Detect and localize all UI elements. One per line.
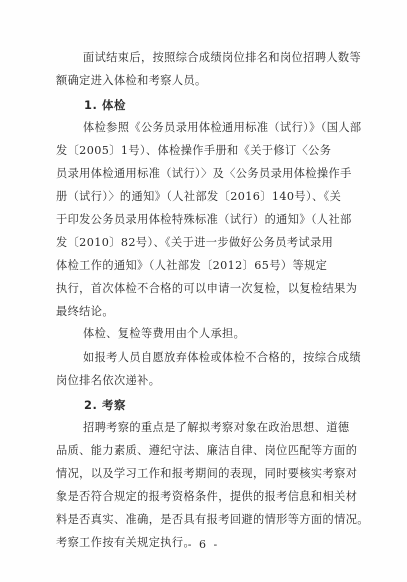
paragraph-inspection <box>56 416 376 554</box>
text-line: 品质、能力素质、遵纪守法、廉洁自律、岗位匹配等方面的 <box>56 444 358 457</box>
text-line: 执行，首次体检不合格的可以申请一次复检，以复检结果为 <box>56 282 358 295</box>
text-line: 如报考人员自愿放弃体检或体检不合格的，按综合成绩 <box>83 351 362 364</box>
text-line: 员录用体检通用标准（试行）〉及〈公务员录用体检操作手 <box>56 167 352 180</box>
paragraph-exam-fees <box>56 322 376 345</box>
text-line: 岗位排名依次递补。 <box>56 374 161 387</box>
paragraph-interview-result <box>56 46 376 92</box>
text-line: 体检参照《公务员录用体检通用标准（试行）》（国人部 <box>83 121 362 134</box>
text-line: 料是否真实、准确，是否具有报考回避的情形等方面的情况。 <box>56 513 369 526</box>
text-line: 发〔2010〕82号）、《关于进一步做好公务员考试录用 <box>56 236 334 249</box>
text-line: 象是否符合规定的报考资格条件，提供的报考信息和相关材 <box>56 490 358 503</box>
page-number: - 6 - <box>187 538 220 551</box>
section-heading-inspection: 2. 考察 <box>84 398 126 412</box>
text-line: 招聘考察的重点是了解拟考察对象在政治思想、道德 <box>83 421 350 434</box>
text-line: 情况，以及学习工作和报考期间的表现，同时要核实考察对 <box>56 467 358 480</box>
text-line: 体检工作的通知》（人社部发〔2012〕65号）等规定 <box>56 259 328 272</box>
section-heading-physical-exam: 1. 体检 <box>84 98 126 112</box>
text-line: 最终结论。 <box>56 305 114 318</box>
text-line: 于印发公务员录用体检特殊标准（试行）的通知》（人社部 <box>56 213 352 226</box>
text-line: 发〔2005〕1号）、体检操作手册和《关于修订〈公务 <box>56 144 332 157</box>
text-line: 额确定进入体检和考察人员。 <box>56 74 207 87</box>
text-line: 体检、复检等费用由个人承担。 <box>83 327 246 340</box>
text-line: 册（试行）〉的通知》（人社部发〔2016〕140号）、《关 <box>56 190 342 203</box>
text-line: 考察工作按有关规定执行。 <box>56 536 196 549</box>
paragraph-substitution <box>56 346 376 392</box>
paragraph-physical-exam <box>56 116 376 323</box>
text-line: 面试结束后，按照综合成绩岗位排名和岗位招聘人数等 <box>83 51 362 64</box>
